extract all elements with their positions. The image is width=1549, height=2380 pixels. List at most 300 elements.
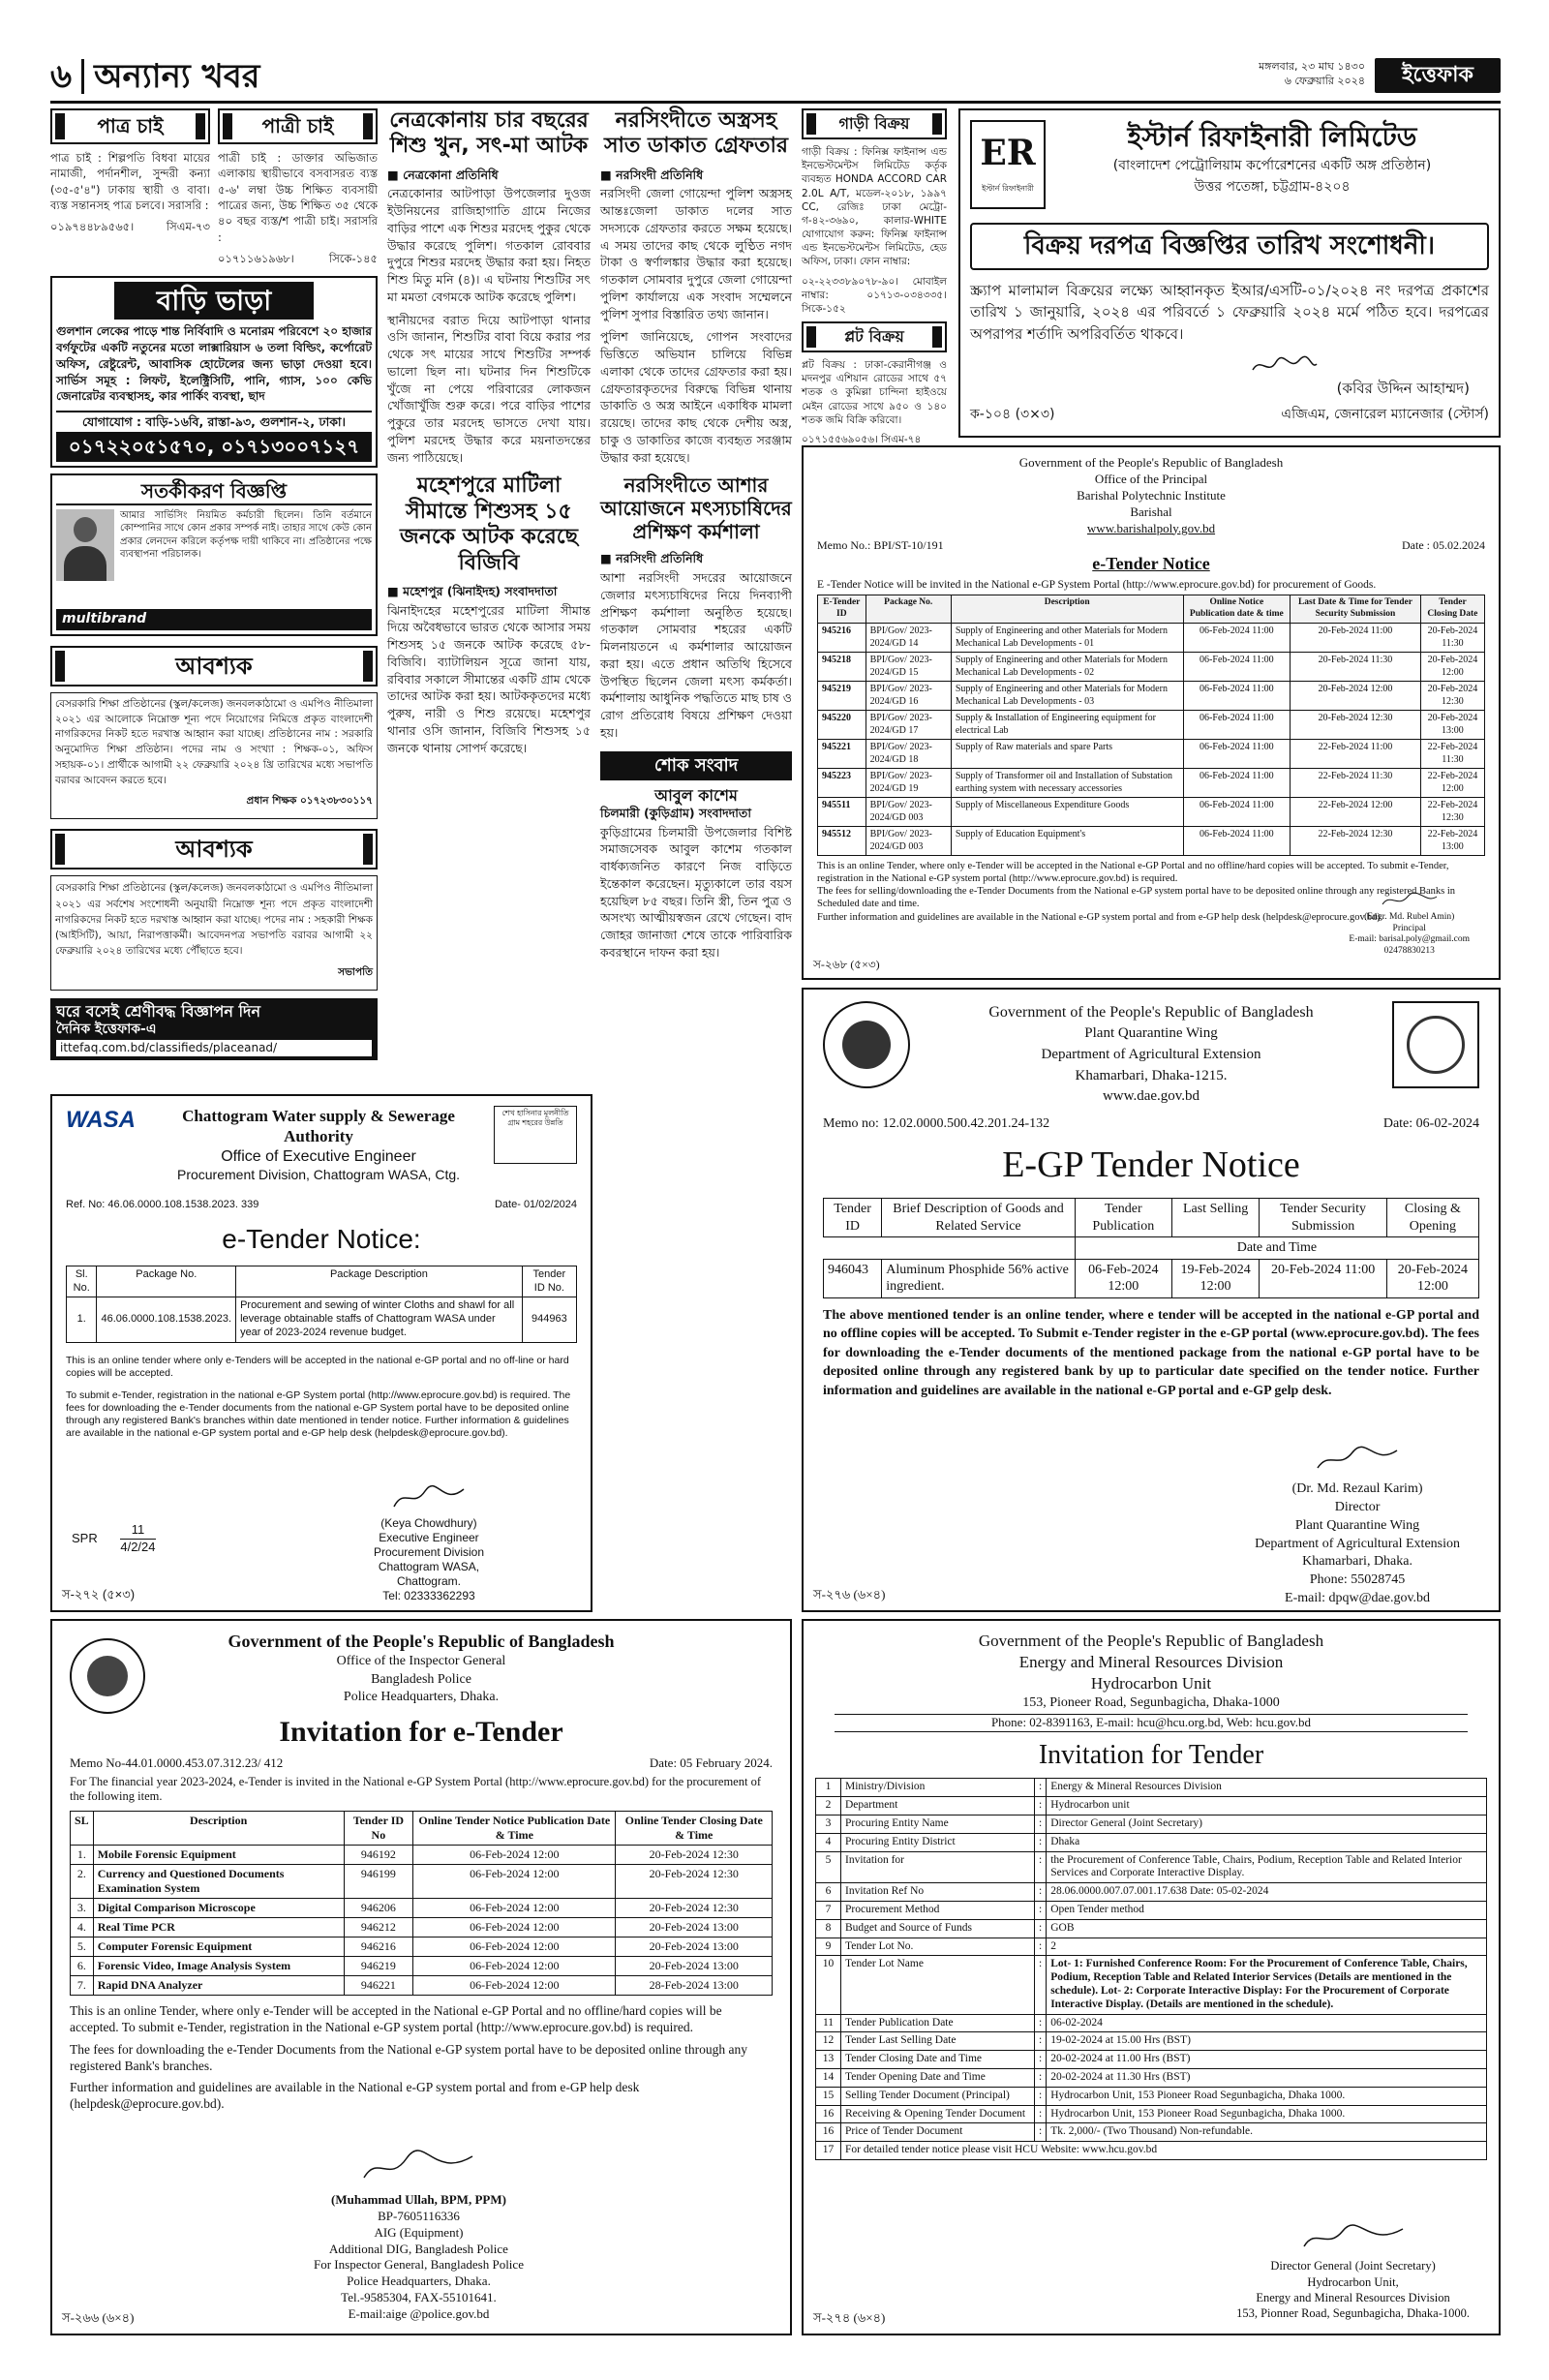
- table-cell: 7: [816, 1901, 841, 1919]
- table-row: [816, 2142, 1487, 2160]
- table-cell: Lot- 1: Furnished Conference Room: For the Procurement of Conference Table, Chairs, Podium, Reception Table and Related Interior Services (Details are mentioned in the schedule). Lot- 2: Corporate Interactive Display: For the Procurement of Corporate Interactive Display. (Details are mentioned in the schedule).: [1047, 1956, 1487, 2014]
- table-cell: 6.: [71, 1956, 94, 1975]
- table-cell: 06-Feb-2024 11:00: [1183, 711, 1290, 740]
- bari-vara-heading: বাড়ি ভাড়া: [114, 282, 314, 320]
- table-cell: Procuring Entity District: [841, 1833, 1035, 1851]
- news-column-2: নেত্রকোনায় চার বছরের শিশু খুন, সৎ-মা আটক ■ নেত্রকোনা প্রতিনিধি নেত্রকোনার আটপাড়া উপজেলার দুওজ ইউনিয়নের রাজিহাগাতি গ্রামে নিজের বাড়ির পাশে এক শিশুর মরদেহ পুকুর থেকে উদ্ধার করেছে পুলিশ। গতকাল রোববার দুপুরে শিশুর মরদেহ উদ্ধার করা হয়। নিহত শিশু মিতু মনি (৪)। এ ঘটনায় শিশুটির সৎ মা মমতা বেগমকে আটক করেছে পুলিশ। স্থানীয়দের বরাত দিয়ে আটপাড়া থানার ওসি জানান, শিশুটির বাবা বিয়ে করার পর থেকে সৎ মায়ের সাথে শিশুটির সম্পর্ক ভালো ছিল না। ঘটনার দিন শিশুটিকে খুঁজে না পেয়ে পরিবারের লোকজন খোঁজাখুঁজি শুরু করে। পরে বাড়ির পাশের পুকুরে তার মরদেহ ভাসতে দেখা যায়। পুলিশ মরদেহ উদ্ধার করে ময়নাতদন্তের জন্য পাঠিয়েছে। মহেশপুরে মাটিলা সীমান্তে শিশুসহ ১৫ জনকে আটক করেছে বিজিবি ■ মহেশপুর (ঝিনাইদহ) সংবাদদাতা ঝিনাইদহের মহেশপুরের মাটিলা সীমান্ত দিয়ে অবৈধভাবে ভারত থেকে আসার সময় শিশুসহ ১৫ জনকে আটক করেছে ৫৮-বিজিবি। ব্যাটালিয়ন সূত্রে জানা যায়, রবিবার সকালে সীমান্তের একটি গ্রাম থেকে তাদের আটক করা হয়। আটককৃতদের মধ্যে পুরুষ, নারী ও শিশু রয়েছে। মহেশপুর থানার ওসি জানান, বিজিবি শিশুসহ ১৫ জনকে থানায় সোপর্দ করেছে।: [387, 108, 591, 755]
- ad-code: স-২৭৪ (৬×৪): [813, 2309, 886, 2325]
- table-cell: 946216: [344, 1937, 413, 1956]
- table-cell: Computer Forensic Equipment: [93, 1937, 344, 1956]
- table-cell: 22-Feb-2024 11:00: [1291, 740, 1421, 769]
- table-cell: Procurement and sewing of winter Cloths and shawl for all leverage obtainable staffs of Chattogram WASA under year of 2023-2024 revenue budget.: [236, 1297, 523, 1342]
- table-cell: 22-Feb-2024 13:00: [1420, 827, 1484, 856]
- multibrand-logo: multibrand: [56, 609, 372, 630]
- table-cell: 946212: [344, 1917, 413, 1937]
- table-cell: Tender Publication Date: [841, 2014, 1035, 2032]
- table-row: [816, 1956, 1487, 2014]
- masthead: [0, 0, 1549, 97]
- table-cell: 06-Feb-2024 11:00: [1183, 798, 1290, 827]
- table-row: [816, 1797, 1487, 1816]
- table-cell: Invitation Ref No: [841, 1883, 1035, 1902]
- table-cell: 945219: [818, 682, 866, 711]
- table-cell: 20-Feb-2024 13:00: [1420, 711, 1484, 740]
- table-cell: 16: [816, 2123, 841, 2142]
- table-cell: Mobile Forensic Equipment: [93, 1845, 344, 1864]
- table-cell: 46.06.0000.108.1538.2023.: [97, 1297, 236, 1342]
- pqw-tender-table: Tender ID Brief Description of Goods and Related Service Tender Publication Last Selling Tender Security Submission Closing & Opening Date and Time 946043 Aluminum Phosphide 56% active ingredient. 06-Feb-2024 12:00 19-Feb-2024 12:00 20-Feb-2024 11:00 20-Feb-2024 12:00: [823, 1198, 1479, 1298]
- table-cell: the Procurement of Conference Table, Chairs, Podium, Reception Table and Related Interior Services and Corporate Interactive Display.: [1047, 1851, 1487, 1883]
- obituary-banner: শোক সংবাদ: [600, 751, 792, 781]
- bpi-tender-notice: Government of the People's Republic of Bangladesh Office of the Principal Barishal Polytechnic Institute Barishal www.barishalpoly.gov.bd Memo No.: BPI/ST-10/191 Date : 05.02.2024 e-Tender Notice E -Tender Notice will be invited in the National e-GP System Portal (http://www.eprocure.gov.bd) for procurement of Goods. E-Tender ID Package No. Description Online Notice Publication date & time Last Date & Time for Tender Security Submission Tender Closing Date 945216 BPI/Gov/ 2023-2024/GD 14 Supply of Engineering and other Materials for Modern Mechanical Lab Developments - 01 06-Feb-2024 11:00 20-Feb-2024 11:00 20-Feb-2024 11:30 945218 BPI/Gov/ 2023-2024/GD 15 Supply of Engineering and other Materials for Modern Mechanical Lab Developments - 02 06-Feb-2024 11:00 20-Feb-2024 11:30 20-Feb-2024 12:00 945219 BPI/Gov/ 2023-2024/GD 16 Supply of Engineering and other Materials for Modern Mechanical Lab Developments - 03 06-Feb-2024 11:00 20-Feb-2024 12:00 20-Feb-2024 12:30 945220 BPI/Gov/ 2023-2024/GD 17 Supply & Installation of Engineering equipment for electrical Lab 06-Feb-2024 11:00 20-Feb-2024 12:30 20-Feb-2024 13:00 945221 BPI/Gov/ 2023-2024/GD 18 Supply of Raw materials and spare Parts 06-Feb-2024 11:00 22-Feb-2024 11:00 22-Feb-2024 11:30 945223 BPI/Gov/ 2023-2024/GD 19 Supply of Transformer oil and Installation of Substation earthing system with necessary accessories 06-Feb-2024 11:00 22-Feb-2024 11:30 22-Feb-2024 12:00 945511 BPI/Gov/ 2023-2024/GD 003 Supply of Miscellaneous Expenditure Goods 06-Feb-2024 11:00 22-Feb-2024 12:00 22-Feb-2024 12:30 945512 BPI/Gov/ 2023-2024/GD 003 Supply of Education Equipment's 06-Feb-2024 11:00 22-Feb-2024 12:30 22-Feb-2024 13:00 This is an online Tender, where only e-Tender will be accepted in the National e-GP Portal and no offline/hard copies will be accepted. To submit e-Tender, registration in the National e-GP system portal (http://www.eprocure.gov.bd) is required. The fees for selling/downloading the e-Tender Documents from the National e-GP system portal have to be deposited online through any registered Banks in Scheduled date and time. Further information and guidelines are available in the National e-GP system portal and from e-GP help desk (helpdesk@eprocure.gov.bd). (Engr. Md. Rubel Amin) Principal E-mail: barisal.poly@gmail.com 02478830213 স-২৬৮ (৫×৩): [802, 445, 1501, 980]
- table-cell: 4.: [71, 1917, 94, 1937]
- wasa-badge: শেখ হাসিনার মূলনীতি গ্রাম শহরের উন্নতি: [494, 1106, 577, 1164]
- table-row: [818, 653, 1485, 682]
- table-cell: Rapid DNA Analyzer: [93, 1975, 344, 1995]
- table-cell: :: [1035, 1797, 1047, 1816]
- table-cell: 22-Feb-2024 12:00: [1291, 798, 1421, 827]
- table-cell: 28-Feb-2024 13:00: [616, 1975, 773, 1995]
- table-cell: 20-Feb-2024 13:00: [616, 1937, 773, 1956]
- table-header: Tender Security Submission: [1260, 1199, 1386, 1237]
- table-header: Tender ID No: [344, 1811, 413, 1845]
- table-cell: Tender Closing Date and Time: [841, 2051, 1035, 2069]
- table-header: Sl. No.: [67, 1266, 97, 1297]
- table-cell: Invitation for: [841, 1851, 1035, 1883]
- classified-url[interactable]: ittefaq.com.bd/classifieds/placeanad/: [56, 1040, 372, 1056]
- table-cell: 22-Feb-2024 11:30: [1291, 769, 1421, 798]
- table-header: SL: [71, 1811, 94, 1845]
- table-cell: 15: [816, 2087, 841, 2105]
- table-cell: 946043: [824, 1259, 882, 1297]
- table-cell: Tender Last Selling Date: [841, 2032, 1035, 2051]
- table-row: [816, 1919, 1487, 1938]
- table-cell: :: [1035, 2123, 1047, 2142]
- table-cell: 3.: [71, 1898, 94, 1917]
- table-cell: Hydrocarbon Unit, 153 Pioneer Road Segunbagicha, Dhaka 1000.: [1047, 2105, 1487, 2123]
- table-cell: Tk. 2,000/- (Two Thousand) Non-refundable.: [1047, 2123, 1487, 2142]
- erl-headline: বিক্রয় দরপত্র বিজ্ঞপ্তির তারিখ সংশোধনী।: [970, 223, 1489, 270]
- table-cell: 06-Feb-2024 12:00: [413, 1937, 616, 1956]
- table-cell: :: [1035, 1956, 1047, 2014]
- ad-code: স-২৬৮ (৫×৩): [813, 958, 880, 971]
- table-cell: Director General (Joint Secretary): [1047, 1815, 1487, 1833]
- table-row: [71, 1975, 773, 1995]
- table-row: [71, 1898, 773, 1917]
- gari-heading: গাড়ী বিক্রয়: [802, 108, 947, 139]
- table-cell: Supply of Transformer oil and Installation of Substation earthing system with necessary accessories: [951, 769, 1183, 798]
- table-cell: 2.: [71, 1864, 94, 1898]
- signature-icon: [1314, 1445, 1401, 1474]
- signature-icon: [1381, 891, 1439, 908]
- masthead-rule: [50, 101, 1501, 104]
- table-cell: :: [1035, 1938, 1047, 1956]
- table-cell: 19-02-2024 at 15.00 Hrs (BST): [1047, 2032, 1487, 2051]
- table-cell: 946221: [344, 1975, 413, 1995]
- table-row: [816, 1779, 1487, 1797]
- table-cell: 1.: [67, 1297, 97, 1342]
- notice-date: Date: 05 February 2024.: [649, 1755, 773, 1771]
- bari-vara-address: যোগাযোগ : বাড়ি-১৬বি, রাস্তা-৯৩, গুলশান-২, ঢাকা।: [56, 411, 372, 432]
- phone: ০১৯৭৪৪৮৯৫৬৫।: [50, 220, 135, 234]
- warning-notice: সতর্কীকরণ বিজ্ঞপ্তি আমার সার্ভিসিং নিয়মিত কর্মচারী ছিলেন। তিনি বর্তমানে কোম্পানির সাথে কোন প্রকার সম্পর্ক নাই। তাহার সাথে কেউ কোন প্রকার লেনদেন করিলে কর্তৃপক্ষ দায়ী থাকিবে না। প্রতিষ্ঠানের পক্ষে ব্যবস্থাপনা পরিচালক। multibrand: [50, 473, 378, 636]
- news-column-3: নরসিংদীতে অস্ত্রসহ সাত ডাকাত গ্রেফতার ■ নরসিংদী প্রতিনিধি নরসিংদী জেলা গোয়েন্দা পুলিশ অস্ত্রসহ আন্তঃজেলা ডাকাত দলের সাত সদস্যকে গ্রেফতার করতে সক্ষম হয়েছে। এ সময় তাদের কাছ থেকে লুণ্ঠিত নগদ টাকা ও স্বর্ণালঙ্কার উদ্ধার করা হয়েছে। গতকাল সোমবার দুপুরে জেলা গোয়েন্দা পুলিশ কার্যালয়ে এক সংবাদ সম্মেলনে পুলিশ সুপার বিস্তারিত তথ্য জানান। পুলিশ জানিয়েছে, গোপন সংবাদের ভিত্তিতে অভিযান চালিয়ে বিভিন্ন এলাকা থেকে তাদের গ্রেফতার করা হয়। গ্রেফতারকৃতদের বিরুদ্ধে বিভিন্ন থানায় ডাকাতি ও অস্ত্র আইনে একাধিক মামলা রয়েছে। তাদের কাছ থেকে দেশীয় অস্ত্র, চাকু ও ডাকাতির কাজে ব্যবহৃত সরঞ্জাম উদ্ধার করা হয়েছে। নরসিংদীতে আশার আয়োজনে মৎস্যচাষিদের প্রশিক্ষণ কর্মশালা ■ নরসিংদী প্রতিনিধি আশা নরসিংদী সদরের আয়োজনে জেলার মৎস্যচাষিদের নিয়ে দিনব্যাপী প্রশিক্ষণ কর্মশালা অনুষ্ঠিত হয়েছে। গতকাল সোমবার শহরের একটি মিলনায়তনে এ কর্মশালার আয়োজন করা হয়। এতে প্রধান অতিথি হিসেবে উপস্থিত ছিলেন জেলা মৎস্য কর্মকর্তা। কর্মশালায় আধুনিক পদ্ধতিতে মাছ চাষ ও রোগ প্রতিরোধ বিষয়ে প্রশিক্ষণ দেওয়া হয়। শোক সংবাদ আবুল কাশেম চিলমারী (কুড়িগ্রাম) সংবাদদাতা কুড়িগ্রামের চিলমারী উপজেলার বিশিষ্ট সমাজসেবক আবুল কাশেম গতকাল বার্ধক্যজনিত কারণে নিজ বাড়িতে ইন্তেকাল করেছেন। মৃত্যুকালে তার বয়স হয়েছিল ৮৫ বছর। তিনি স্ত্রী, তিন পুত্র ও অসংখ্য আত্মীয়স্বজন রেখে গেছেন। বাদ জোহর জানাজা শেষে তাকে পারিবারিক কবরস্থানে দাফন করা হয়।: [600, 108, 792, 960]
- table-cell: 20-02-2024 at 11.30 Hrs (BST): [1047, 2068, 1487, 2087]
- table-row: [818, 740, 1485, 769]
- bari-vara-phones: ০১৭২২০৫১৫৭০, ০১৭১৩০০৭১২৭: [56, 432, 372, 462]
- patro-chai-heading: পাত্র চাই: [50, 108, 210, 144]
- table-cell: Tender Lot Name: [841, 1956, 1035, 2014]
- warning-title: সতর্কীকরণ বিজ্ঞপ্তি: [56, 479, 372, 505]
- table-cell: 20-Feb-2024 12:30: [616, 1864, 773, 1898]
- table-row: [816, 2014, 1487, 2032]
- table-cell: 22-Feb-2024 12:30: [1291, 827, 1421, 856]
- memo-number: Memo No-44.01.0000.453.07.312.23/ 412: [70, 1755, 284, 1771]
- classified-promo[interactable]: ঘরে বসেই শ্রেণীবদ্ধ বিজ্ঞাপন দিন দৈনিক ইত্তেফাক-এ ittefaq.com.bd/classifieds/placeanad/: [50, 998, 378, 1061]
- table-cell: :: [1035, 2105, 1047, 2123]
- table-cell: Hydrocarbon Unit, 153 Pioneer Road Segunbagicha, Dhaka 1000.: [1047, 2087, 1487, 2105]
- byline: ■ নেত্রকোনা প্রতিনিধি: [387, 167, 499, 182]
- table-row: [816, 2051, 1487, 2069]
- phone: ০১৭১১৬১৯৬৮।: [218, 251, 294, 265]
- table-cell: 06-02-2024: [1047, 2014, 1487, 2032]
- table-cell: Supply of Education Equipment's: [951, 827, 1183, 856]
- hcu-tender-notice: Government of the People's Republic of Bangladesh Energy and Mineral Resources Division Hydrocarbon Unit 153, Pioneer Road, Segunbagicha, Dhaka-1000 Phone: 02-8391163, E-mail: hcu@hcu.org.bd, Web: hcu.gov.bd Invitation for Tender 1 Ministry/Division : Energy & Mineral Resources Division 2 Department : Hydrocarbon unit 3 Procuring Entity Name : Director General (Joint Secretary) 4 Procuring Entity District : Dhaka 5 Invitation for : the Procurement of Conference Table, Chairs, Podium, Reception Table and Related Interior Services and Corporate Interactive Display. 6 Invitation Ref No : 28.06.0000.007.07.001.17.638 Date: 05-02-2024 7 Procurement Method : Open Tender method 8 Budget and Source of Funds : GOB 9 Tender Lot No. : 2 10 Tender Lot Name : Lot- 1: Furnished Conference Room: For the Procurement of Conference Table, Chairs, Podium, Reception Table and Related Interior Services (Details are mentioned in the schedule). Lot- 2: Corporate Interactive Display: For the Procurement of Corporate Interactive Display. (Details are mentioned in the schedule). 11 Tender Publication Date : 06-02-2024 12 Tender Last Selling Date : 19-02-2024 at 15.00 Hrs (BST) 13 Tender Closing Date and Time : 20-02-2024 at 11.00 Hrs (BST) 14 Tender Opening Date and Time : 20-02-2024 at 11.30 Hrs (BST) 15 Selling Tender Document (Principal) : Hydrocarbon Unit, 153 Pioneer Road Segunbagicha, Dhaka 1000. 16 Receiving & Opening Tender Document : Hydrocarbon Unit, 153 Pioneer Road Segunbagicha, Dhaka 1000. 16 Price of Tender Document : Tk. 2,000/- (Two Thousand) Non-refundable. 17 For detailed tender notice please visit HCU Website: www.hcu.gov.bd Director General (Joint Secretary) Hydrocarbon Unit, Energy and Mineral Resources Division 153, Pionner Road, Segunbagicha, Dhaka-1000. স-২৭৪ (৬×৪): [802, 1619, 1501, 2335]
- table-cell: Ministry/Division: [841, 1779, 1035, 1797]
- notice-title: Invitation for e-Tender: [279, 1715, 563, 1748]
- table-row: [816, 1938, 1487, 1956]
- table-cell: 5.: [71, 1937, 94, 1956]
- table-cell: 945223: [818, 769, 866, 798]
- table-cell: Supply of Engineering and other Materials for Modern Mechanical Lab Developments - 01: [951, 624, 1183, 653]
- headline: মহেশপুরে মাটিলা সীমান্তে শিশুসহ ১৫ জনকে আটক করেছে বিজিবি: [400, 473, 578, 575]
- signature-icon: [360, 2149, 476, 2187]
- table-cell: 20-Feb-2024 12:00: [1291, 682, 1421, 711]
- table-cell: :: [1035, 2032, 1047, 2051]
- table-cell: 06-Feb-2024 11:00: [1183, 740, 1290, 769]
- table-cell: Aluminum Phosphide 56% active ingredient.: [882, 1259, 1076, 1297]
- table-cell: Procurement Method: [841, 1901, 1035, 1919]
- headline: নেত্রকোনায় চার বছরের শিশু খুন, সৎ-মা আটক: [389, 108, 589, 159]
- table-cell: 17: [816, 2142, 841, 2160]
- ref-number: Ref. No: 46.06.0000.108.1538.2023. 339: [66, 1199, 259, 1210]
- table-header: Tender ID No.: [522, 1266, 576, 1297]
- hcu-tender-table: [815, 1778, 1487, 2160]
- table-cell: 06-Feb-2024 11:00: [1183, 624, 1290, 653]
- table-cell: 6: [816, 1883, 841, 1902]
- eastern-refinery-ad: ER ইস্টার্ন রিফাইনারী ইস্টার্ন রিফাইনারী লিমিটেড (বাংলাদেশ পেট্রোলিয়াম কর্পোরেশনের একটি অঙ্গ প্রতিষ্ঠান) উত্তর পতেঙ্গা, চট্টগ্রাম-৪২০৪ বিক্রয় দরপত্র বিজ্ঞপ্তির তারিখ সংশোধনী। স্ক্র্যাপ মালামাল বিক্রয়ের লক্ষ্যে আহ্বানকৃত ইআর/এসটি-০১/২০২৪ নং দরপত্র প্রকাশের তারিখ ১ জানুয়ারি, ২০২৪ এর পরিবর্তে ১ ফেব্রুয়ারি ২০২৪ মর্মে পঠিত হবে। দরপত্রের অপরাপর শর্তাদি অপরিবর্তিত থাকবে। (কবির উদ্দিন আহাম্মদ) ক-১০৪ (৩×৩) এজিএম, জেনারেল ম্যানেজার (স্টোর্স): [958, 108, 1501, 438]
- classifieds-column: [50, 108, 378, 1086]
- table-header: Last Date & Time for Tender Security Submission: [1291, 595, 1421, 624]
- table-cell: Tender Opening Date and Time: [841, 2068, 1035, 2087]
- table-header: Tender Closing Date: [1420, 595, 1484, 624]
- table-row: [816, 1851, 1487, 1883]
- table-cell: 945221: [818, 740, 866, 769]
- table-cell: 22-Feb-2024 11:30: [1420, 740, 1484, 769]
- table-cell: 06-Feb-2024 12:00: [413, 1845, 616, 1864]
- table-row: [816, 1883, 1487, 1902]
- table-cell: Supply of Engineering and other Materials for Modern Mechanical Lab Developments - 02: [951, 653, 1183, 682]
- plot-heading: প্লট বিক্রয়: [802, 321, 947, 352]
- table-cell: :: [1035, 1919, 1047, 1938]
- signature-icon: [1251, 352, 1319, 378]
- table-cell: 11: [816, 2014, 841, 2032]
- aboshyok-ad-2: বেসরকারি শিক্ষা প্রতিষ্ঠানের (স্কুল/কলেজ) জনবলকাঠামো ও এমপিও নীতিমালা ২০২১ এর সর্বশেষ সংশোধনী অনুযায়ী নিম্নোক্ত শূন্য পদে প্রকৃত বাংলাদেশী নাগরিকদের নিকট হতে দরখাস্ত আহ্বান করা যাচ্ছে। পদের নাম : সহকারী শিক্ষক (আইসিটি), আয়া, নিরাপত্তাকর্মী। আবেদনপত্র সভাপতি বরাবর আগামী ২২ ফেব্রুয়ারি ২০২৪ তারিখের মধ্যে পৌঁছাতে হবে। সভাপতি: [50, 875, 378, 990]
- table-cell: 946192: [344, 1845, 413, 1864]
- ad-code: ক-১০৪ (৩×৩): [970, 407, 1055, 422]
- table-cell: Dhaka: [1047, 1833, 1487, 1851]
- table-header: Brief Description of Goods and Related Service: [882, 1199, 1076, 1237]
- wasa-tender-notice: WASA Chattogram Water supply & Sewerage Authority Office of Executive Engineer Procurement Division, Chattogram WASA, Ctg. শেখ হাসিনার মূলনীতি গ্রাম শহরের উন্নতি Ref. No: 46.06.0000.108.1538.2023. 339 Date- 01/02/2024 e-Tender Notice: Sl. No. Package No. Package Description Tender ID No. 1. 46.06.0000.108.1538.2023. Procurement and sewing of winter Cloths and shawl for all leverage obtainable staffs of Chattogram WASA under year of 2023-2024 revenue budget. 944963 This is an online tender where only e-Tenders will be accepted in the national e-GP portal and no off-line or hard copies will be accepted. To submit e-Tender, registration in the national e-GP System portal (http://www.eprocure.gov.bd) is required. The fees for downloading the e-Tender documents from the national e-GP System portal have to be deposited online through any registered Bank's branches within date mentioned in tender notice. Further information & guidelines are available in the national e-GP system portal and e-GP help desk (helpdesk@eprocure.gov.bd). SPR $\frac{11}{4/2/24}$ (Keya Chowdhury) Executive Engineer Procurement Division Chattogram WASA, Chattogram. Tel: 02333362293 স-২৭২ (৫×৩): [50, 1094, 592, 1612]
- aboshyok-ad-1: বেসরকারি শিক্ষা প্রতিষ্ঠানের (স্কুল/কলেজ) জনবলকাঠামো ও এমপিও নীতিমালা ২০২১ এর আলোকে নিম্নোক্ত শূন্য পদে নিয়োগের নিমিত্তে প্রকৃত বাংলাদেশী নাগরিকদের নিকট হতে দরখাস্ত আহ্বান করা যাচ্ছে। প্রতিষ্ঠানের নাম : সরকারি অনুমোদিত শিক্ষা প্রতিষ্ঠান। পদের নাম ও সংখ্যা : শিক্ষক-০১, অফিস সহায়ক-০১। প্রার্থীকে আগামী ২২ ফেব্রুয়ারি ২০২৪ খ্রি তারিখের মধ্যে সভাপতি বরাবর আবেদন করতে হবে। প্রধান শিক্ষক ০১৭২৩৮৩০১১৭: [50, 692, 378, 819]
- table-cell: 06-Feb-2024 12:00: [413, 1864, 616, 1898]
- table-cell: :: [1035, 2087, 1047, 2105]
- table-cell: 06-Feb-2024 11:00: [1183, 769, 1290, 798]
- table-cell: 20-Feb-2024 12:30: [1420, 682, 1484, 711]
- table-cell: BPI/Gov/ 2023-2024/GD 14: [866, 624, 951, 653]
- notice-date: Date: 06-02-2024: [1382, 1116, 1479, 1132]
- table-row: [818, 827, 1485, 856]
- table-cell: Hydrocarbon unit: [1047, 1797, 1487, 1816]
- table-cell: :: [1035, 1851, 1047, 1883]
- wasa-logo: WASA: [66, 1107, 136, 1133]
- aboshyok-heading-1: আবশ্যক: [50, 646, 378, 687]
- table-header: Description: [93, 1811, 344, 1845]
- table-cell: Open Tender method: [1047, 1901, 1487, 1919]
- table-cell: Department: [841, 1797, 1035, 1816]
- patri-chai-ad: পাত্রী চাই পাত্রী চাই : ডাক্তার অভিজাত এলাকায় স্থায়ীভাবে বসবাসরত ব্যস্ত ৫-৬' লম্বা উচ্চ শিক্ষিত ব্যবসায়ী পাত্রের জন্য, উচ্চ শিক্ষিত ৩৫ থেকে ৪০ বছর ব্যস্ত/শ পাত্রী চাই। সরাসরি : ০১৭১১৬১৯৬৮। সিকে-১৪৫: [218, 108, 378, 272]
- ad-code: স-২৬৬ (৬×৪): [62, 2309, 135, 2325]
- phone: ০১৭১৫৫৬৯০৫৬।: [802, 433, 878, 445]
- ad-code: স-২৭২ (৫×৩): [62, 1586, 136, 1602]
- table-cell: 22-Feb-2024 12:30: [1420, 798, 1484, 827]
- table-cell: Budget and Source of Funds: [841, 1919, 1035, 1938]
- table-row: [816, 2105, 1487, 2123]
- table-cell: BPI/Gov/ 2023-2024/GD 17: [866, 711, 951, 740]
- table-cell: :: [1035, 2068, 1047, 2087]
- table-cell: 4: [816, 1833, 841, 1851]
- table-header: Online Tender Closing Date & Time: [616, 1811, 773, 1845]
- table-cell: 20-Feb-2024 12:00: [1386, 1259, 1478, 1297]
- table-cell: :: [1035, 1833, 1047, 1851]
- pqw-tender-notice: Government of the People's Republic of Bangladesh Plant Quarantine Wing Department of Agricultural Extension Khamarbari, Dhaka-1215. www.dae.gov.bd Memo no: 12.02.0000.500.42.201.24-132 Date: 06-02-2024 E-GP Tender Notice Tender ID Brief Description of Goods and Related Service Tender Publication Last Selling Tender Security Submission Closing & Opening Date and Time 946043 Aluminum Phosphide 56% active ingredient. 06-Feb-2024 12:00 19-Feb-2024 12:00 20-Feb-2024 11:00 20-Feb-2024 12:00 The above mentioned tender is an online tender, where e tender will be accepted in the national e-GP portal and no offline copies will be accepted. To Submit e-Tender register in the e-GP portal (www.eprocure.gov.bd). The fees for downloading the e-Tender documents of the mentioned package from the national e-GP portal have to be deposited online through any registered bank by up to particular date specified on the tender notice. Further information and guidelines are available in the national e-GP portal and e-GP gelp desk. (Dr. Md. Rezaul Karim) Director Plant Quarantine Wing Department of Agricultural Extension Khamarbari, Dhaka. Phone: 55028745 E-mail: dpqw@dae.gov.bd স-২৭৬ (৬×৪): [802, 988, 1501, 1612]
- table-header: Package Description: [236, 1266, 523, 1297]
- table-cell: BPI/Gov/ 2023-2024/GD 16: [866, 682, 951, 711]
- table-cell: 945216: [818, 624, 866, 653]
- table-cell: BPI/Gov/ 2023-2024/GD 003: [866, 827, 951, 856]
- table-cell: 7.: [71, 1975, 94, 1995]
- table-header: Tender Publication: [1075, 1199, 1171, 1237]
- phone: ০২-২২৩৩৮৯০৭৮-৯০। মোবাইল নাম্বার: ০১৭১৩-০৩৪৩৩৫।: [802, 275, 947, 301]
- table-cell: Receiving & Opening Tender Document: [841, 2105, 1035, 2123]
- table-cell: 3: [816, 1815, 841, 1833]
- table-row: [71, 1864, 773, 1898]
- table-cell: 10: [816, 1956, 841, 2014]
- table-cell: 06-Feb-2024 11:00: [1183, 682, 1290, 711]
- table-cell: 945512: [818, 827, 866, 856]
- police-tender-table: [70, 1811, 773, 1996]
- signature-icon: [390, 1483, 468, 1512]
- table-cell: Digital Comparison Microscope: [93, 1898, 344, 1917]
- table-cell: 14: [816, 2068, 841, 2087]
- table-cell: For detailed tender notice please visit HCU Website: www.hcu.gov.bd: [841, 2142, 1487, 2160]
- table-row: [818, 769, 1485, 798]
- table-cell: 20-Feb-2024 13:00: [616, 1956, 773, 1975]
- table-cell: 946219: [344, 1956, 413, 1975]
- erl-logo: ER ইস্টার্ন রিফাইনারী: [970, 120, 1046, 209]
- headline: নরসিংদীতে আশার আয়োজনে মৎস্যচাষিদের প্রশিক্ষণ কর্মশালা: [600, 473, 792, 544]
- table-cell: BPI/Gov/ 2023-2024/GD 18: [866, 740, 951, 769]
- table-cell: 5: [816, 1851, 841, 1883]
- table-cell: 20-Feb-2024 11:00: [1260, 1259, 1386, 1297]
- police-logo-icon: [70, 1638, 145, 1714]
- table-cell: BPI/Gov/ 2023-2024/GD 19: [866, 769, 951, 798]
- table-cell: :: [1035, 2014, 1047, 2032]
- table-cell: 20-Feb-2024 12:00: [1420, 653, 1484, 682]
- table-cell: :: [1035, 1901, 1047, 1919]
- table-header: Online Notice Publication date & time: [1183, 595, 1290, 624]
- table-cell: 945218: [818, 653, 866, 682]
- aboshyok-heading-2: আবশ্যক: [50, 829, 378, 870]
- table-row: [71, 1845, 773, 1864]
- table-cell: GOB: [1047, 1919, 1487, 1938]
- table-header: Online Tender Notice Publication Date & Time: [413, 1811, 616, 1845]
- table-cell: BPI/Gov/ 2023-2024/GD 15: [866, 653, 951, 682]
- table-row: [816, 1833, 1487, 1851]
- table-cell: 19-Feb-2024 12:00: [1171, 1259, 1260, 1297]
- table-row: [816, 2123, 1487, 2142]
- person-photo: [56, 509, 114, 581]
- table-row: [71, 1956, 773, 1975]
- table-cell: Tender Lot No.: [841, 1938, 1035, 1956]
- memo-number: Memo no: 12.02.0000.500.42.201.24-132: [823, 1116, 1050, 1132]
- notice-title: E-GP Tender Notice: [1002, 1144, 1300, 1185]
- table-header: E-Tender ID: [818, 595, 866, 624]
- table-row: [818, 624, 1485, 653]
- bari-vara-ad: বাড়ি ভাড়া গুলশান লেকের পাড়ে শান্ত নির্বিবাদি ও মনোরম পরিবেশে ২০ হাজার বর্গফুটের একটি নতুনের মতো লাক্সারিয়াস ৬ তলা বিল্ডিং, কর্পোরেট অফিস, রেষ্টুরেন্ট, আবাসিক হোটেলের জন্য ভাড়া দেওয়া হবে। সার্ভিস সমূহ : লিফট, ইলেক্ট্রিসিটি, পানি, গ্যাস, ১০০ কেভি জেনারেটর ব্যবস্থাসহ, কার পার্কিং ব্যবস্থা, ছাদ যোগাযোগ : বাড়ি-১৬বি, রাস্তা-৯৩, গুলশান-২, ঢাকা। ০১৭২২০৫১৫৭০, ০১৭১৩০০৭১২৭: [50, 276, 378, 468]
- table-cell: 22-Feb-2024 12:00: [1420, 769, 1484, 798]
- headline: নরসিংদীতে অস্ত্রসহ সাত ডাকাত গ্রেফতার: [603, 108, 789, 159]
- pqw-emblem-icon: [1392, 1001, 1479, 1088]
- table-cell: 946206: [344, 1898, 413, 1917]
- byline: ■ নরসিংদী প্রতিনিধি: [600, 551, 704, 566]
- table-cell: Currency and Questioned Documents Examination System: [93, 1864, 344, 1898]
- table-cell: 2: [1047, 1938, 1487, 1956]
- table-cell: Procuring Entity Name: [841, 1815, 1035, 1833]
- notice-date: Date : 05.02.2024: [1402, 538, 1485, 553]
- table-cell: 06-Feb-2024 11:00: [1183, 653, 1290, 682]
- table-cell: 20-Feb-2024 11:30: [1291, 653, 1421, 682]
- table-cell: 2: [816, 1797, 841, 1816]
- table-cell: BPI/Gov/ 2023-2024/GD 003: [866, 798, 951, 827]
- table-header: Tender ID: [824, 1199, 882, 1237]
- table-row: [818, 682, 1485, 711]
- masthead-date: মঙ্গলবার, ২৩ মাঘ ১৪৩০ ৬ ফেব্রুয়ারি ২০২৪: [1259, 60, 1365, 87]
- notice-title: e-Tender Notice: [1092, 554, 1210, 574]
- table-cell: 945511: [818, 798, 866, 827]
- table-row: [816, 1815, 1487, 1833]
- memo-number: Memo No.: BPI/ST-10/191: [817, 538, 944, 553]
- table-cell: 06-Feb-2024 12:00: [1075, 1259, 1171, 1297]
- table-cell: 06-Feb-2024 11:00: [1183, 827, 1290, 856]
- table-cell: Selling Tender Document (Principal): [841, 2087, 1035, 2105]
- table-cell: :: [1035, 1815, 1047, 1833]
- table-cell: Supply & Installation of Engineering equipment for electrical Lab: [951, 711, 1183, 740]
- patri-chai-heading: পাত্রী চাই: [218, 108, 378, 144]
- government-seal-icon: [823, 1001, 910, 1088]
- table-cell: 1: [816, 1779, 841, 1797]
- table-row: [816, 1901, 1487, 1919]
- table-cell: 946199: [344, 1864, 413, 1898]
- table-row: [816, 2068, 1487, 2087]
- erl-signer: (কবির উদ্দিন আহাম্মদ): [1336, 380, 1470, 397]
- table-cell: 20-Feb-2024 12:30: [616, 1898, 773, 1917]
- table-cell: :: [1035, 2051, 1047, 2069]
- notice-title: e-Tender Notice:: [222, 1223, 421, 1254]
- table-header: Closing & Opening: [1386, 1199, 1478, 1237]
- classifieds-column-4: গাড়ী বিক্রয় গাড়ী বিক্রয় : ফিনিক্স ফাইনান্স এন্ড ইনভেস্টমেন্টস লিমিটেড কর্তৃক ব্যবহৃত HONDA ACCORD CAR 2.0L A/T, মডেল-২০১৮, ১৯৯৭ CC, রেজিঃ ঢাকা মেট্রো-গ-৪২-৩৬৯০, কালার-WHITE যোগাযোগ করুন: ফিনিক্স ফাইনান্স এন্ড ইনভেস্টমেন্টস লিমিটেড, হেড অফিস, ঢাকা। ফোন নাম্বার: ০২-২২৩৩৮৯০৭৮-৯০। মোবাইল নাম্বার: ০১৭১৩-০৩৪৩৩৫। সিকে-১৫২ প্লট বিক্রয় প্লট বিক্রয় : ঢাকা-কেরানীগঞ্জ ও মদনপুর এশিয়ান রোডের সাথে ৫৭ শতক ও কুমিল্লা চান্দিনা হাইওয়ে মেইন রোডের সাথে ৯৫০ ও ১৪০ শতক জমি বিক্রি করিবো। ০১৭১৫৫৬৯০৫৬। সিএম-৭৪: [802, 108, 947, 438]
- wasa-tender-table: [66, 1266, 577, 1343]
- ad-code: স-২৭৬ (৬×৪): [813, 1586, 886, 1602]
- table-cell: 06-Feb-2024 12:00: [413, 1975, 616, 1995]
- table-cell: 1.: [71, 1845, 94, 1864]
- table-row: [818, 798, 1485, 827]
- obituary-name: আবুল কাশেম: [654, 786, 738, 806]
- website-link[interactable]: www.dae.gov.bd: [1102, 1088, 1200, 1105]
- byline: ■ নরসিংদী প্রতিনিধি: [600, 167, 704, 182]
- table-cell: 20-Feb-2024 12:30: [616, 1845, 773, 1864]
- notice-date: Date- 01/02/2024: [494, 1199, 577, 1210]
- table-cell: 06-Feb-2024 12:00: [413, 1956, 616, 1975]
- table-row: [816, 2087, 1487, 2105]
- section-title: অন্যান্য খবর: [94, 56, 260, 96]
- table-header: Package No.: [97, 1266, 236, 1297]
- table-cell: 06-Feb-2024 12:00: [413, 1898, 616, 1917]
- table-cell: Energy & Mineral Resources Division: [1047, 1779, 1487, 1797]
- table-cell: 16: [816, 2105, 841, 2123]
- table-cell: 20-Feb-2024 13:00: [616, 1917, 773, 1937]
- table-cell: Supply of Raw materials and spare Parts: [951, 740, 1183, 769]
- table-cell: 28.06.0000.007.07.001.17.638 Date: 05-02-2024: [1047, 1883, 1487, 1902]
- table-row: [818, 711, 1485, 740]
- table-cell: 20-Feb-2024 11:00: [1291, 624, 1421, 653]
- table-cell: 944963: [522, 1297, 576, 1342]
- byline: ■ মহেশপুর (ঝিনাইদহ) সংবাদদাতা: [387, 583, 558, 598]
- table-row: [816, 2032, 1487, 2051]
- table-cell: 06-Feb-2024 12:00: [413, 1917, 616, 1937]
- section-header: [50, 52, 360, 101]
- table-cell: 945220: [818, 711, 866, 740]
- table-header: Description: [951, 595, 1183, 624]
- notice-title: Invitation for Tender: [1038, 1740, 1264, 1771]
- signature-icon: [1300, 2221, 1407, 2254]
- table-cell: Supply of Miscellaneous Expenditure Goods: [951, 798, 1183, 827]
- website-link[interactable]: www.barishalpoly.gov.bd: [1086, 520, 1216, 535]
- table-cell: Price of Tender Document: [841, 2123, 1035, 2142]
- police-tender-notice: Government of the People's Republic of Bangladesh Office of the Inspector General Bangladesh Police Police Headquarters, Dhaka. Invitation for e-Tender Memo No-44.01.0000.453.07.312.23/ 412 Date: 05 February 2024. For The financial year 2023-2024, e-Tender is invited in the National e-GP System Portal (http://www.eprocure.gov.bd) for the procurement of the following item. SL Description Tender ID No Online Tender Notice Publication Date & Time Online Tender Closing Date & Time 1. Mobile Forensic Equipment 946192 06-Feb-2024 12:00 20-Feb-2024 12:30 2. Currency and Questioned Documents Examination System 946199 06-Feb-2024 12:00 20-Feb-2024 12:30 3. Digital Comparison Microscope 946206 06-Feb-2024 12:00 20-Feb-2024 12:30 4. Real Time PCR 946212 06-Feb-2024 12:00 20-Feb-2024 13:00 5. Computer Forensic Equipment 946216 06-Feb-2024 12:00 20-Feb-2024 13:00 6. Forensic Video, Image Analysis System 946219 06-Feb-2024 12:00 20-Feb-2024 13:00 7. Rapid DNA Analyzer 946221 06-Feb-2024 12:00 28-Feb-2024 13:00 This is an online Tender, where only e-Tender will be accepted in the National e-GP Portal and no offline/hard copies will be accepted. To submit e-Tender, registration in the National e-GP system portal (http://www.eprocure.gov.bd) is required. The fees for downloading the e-Tender Documents from the National e-GP system portal have to be deposited online through any registered Bank's branches. Further information and guidelines are available in the National e-GP system portal and from e-GP help desk (helpdesk@eprocure.gov.bd). (Muhammad Ullah, BPM, PPM) BP-7605116336 AIG (Equipment) Additional DIG, Bangladesh Police For Inspector General, Bangladesh Police Police Headquarters, Dhaka. Tel.-9585304, FAX-55101641. E-mail:aige @police.gov.bd স-২৬৬ (৬×৪): [50, 1619, 792, 2335]
- table-cell: :: [1035, 1779, 1047, 1797]
- table-cell: Supply of Engineering and other Materials for Modern Mechanical Lab Developments - 03: [951, 682, 1183, 711]
- table-cell: 20-Feb-2024 12:30: [1291, 711, 1421, 740]
- table-cell: 8: [816, 1919, 841, 1938]
- table-cell: 20-02-2024 at 11.00 Hrs (BST): [1047, 2051, 1487, 2069]
- erl-name: ইস্টার্ন রিফাইনারী লিমিটেড: [1127, 121, 1417, 153]
- table-row: [71, 1937, 773, 1956]
- table-cell: Real Time PCR: [93, 1917, 344, 1937]
- table-row: [71, 1917, 773, 1937]
- table-header: Last Selling: [1171, 1199, 1260, 1237]
- table-cell: Forensic Video, Image Analysis System: [93, 1956, 344, 1975]
- table-cell: 9: [816, 1938, 841, 1956]
